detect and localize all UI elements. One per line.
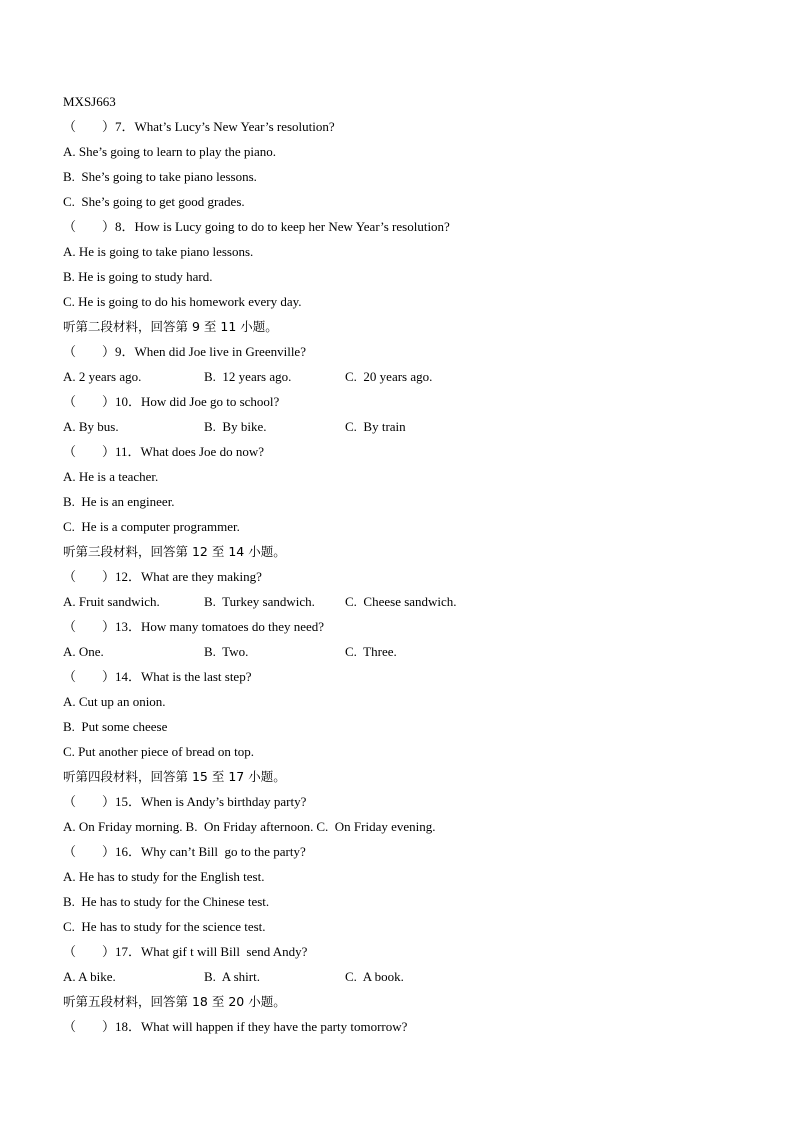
question-11: （ ）11．What does Joe do now? [63, 444, 264, 459]
option-15a: A. On Friday morning. [63, 819, 183, 834]
option-13b: B. Two. [204, 644, 249, 659]
option-12b: B. Turkey sandwich. [204, 594, 315, 609]
section-3-heading: 听第三段材料，回答第 12 至 14 小题。 [63, 544, 286, 559]
option-8a: A. He is going to take piano lessons. [63, 244, 254, 259]
option-9b: B. 12 years ago. [204, 369, 292, 384]
options-12 [63, 589, 743, 614]
question-8: （ ）8．How is Lucy going to do to keep her New Year’s resolution? [63, 219, 450, 234]
options-13 [63, 639, 743, 664]
option-7a: A. She’s going to learn to play the piano. [63, 144, 277, 159]
options-10 [63, 414, 743, 439]
section-5-heading: 听第五段材料，回答第 18 至 20 小题。 [63, 994, 286, 1009]
option-11b: B. He is an engineer. [63, 494, 175, 509]
option-11c: C. He is a computer programmer. [63, 519, 240, 534]
options-17 [63, 964, 743, 989]
option-8b: B. He is going to study hard. [63, 269, 213, 284]
option-14c: C. Put another piece of bread on top. [63, 744, 254, 759]
option-11a: A. He is a teacher. [63, 469, 159, 484]
question-10: （ ）10．How did Joe go to school? [63, 394, 280, 409]
option-15c: C. On Friday evening. [316, 819, 436, 834]
option-17c: C. A book. [345, 969, 404, 984]
options-15 [63, 814, 743, 839]
question-17: （ ）17．What gif t will Bill send Andy? [63, 944, 308, 959]
option-10b: B. By bike. [204, 419, 267, 434]
option-16b: B. He has to study for the Chinese test. [63, 894, 270, 909]
question-18: （ ）18．What will happen if they have the party tomorrow? [63, 1019, 408, 1034]
option-17b: B. A shirt. [204, 969, 260, 984]
option-9c: C. 20 years ago. [345, 369, 433, 384]
options-9 [63, 364, 743, 389]
option-9a: A. 2 years ago. [63, 369, 142, 384]
option-16c: C. He has to study for the science test. [63, 919, 266, 934]
option-16a: A. He has to study for the English test. [63, 869, 265, 884]
question-16: （ ）16．Why can’t Bill go to the party? [63, 844, 306, 859]
option-12a: A. Fruit sandwich. [63, 594, 160, 609]
question-12: （ ）12．What are they making? [63, 569, 262, 584]
question-14: （ ）14．What is the last step? [63, 669, 252, 684]
option-7b: B. She’s going to take piano lessons. [63, 169, 257, 184]
section-2-heading: 听第二段材料，回答第 9 至 11 小题。 [63, 319, 278, 334]
option-14b: B. Put some cheese [63, 719, 168, 734]
option-15b: B. On Friday afternoon. [185, 819, 314, 834]
option-13a: A. One. [63, 644, 104, 659]
question-7: （ ）7．What’s Lucy’s New Year’s resolution? [63, 119, 335, 134]
worksheet [63, 89, 743, 1039]
question-13: （ ）13．How many tomatoes do they need? [63, 619, 325, 634]
option-8c: C. He is going to do his homework every day. [63, 294, 302, 309]
option-14a: A. Cut up an onion. [63, 694, 166, 709]
option-13c: C. Three. [345, 644, 397, 659]
option-10a: A. By bus. [63, 419, 119, 434]
option-7c: C. She’s going to get good grades. [63, 194, 245, 209]
document-code: MXSJ663 [63, 94, 116, 109]
option-10c: C. By train [345, 419, 406, 434]
option-12c: C. Cheese sandwich. [345, 594, 457, 609]
option-17a: A. A bike. [63, 969, 116, 984]
section-4-heading: 听第四段材料，回答第 15 至 17 小题。 [63, 769, 286, 784]
question-15: （ ）15．When is Andy’s birthday party? [63, 794, 307, 809]
question-9: （ ）9．When did Joe live in Greenville? [63, 344, 306, 359]
